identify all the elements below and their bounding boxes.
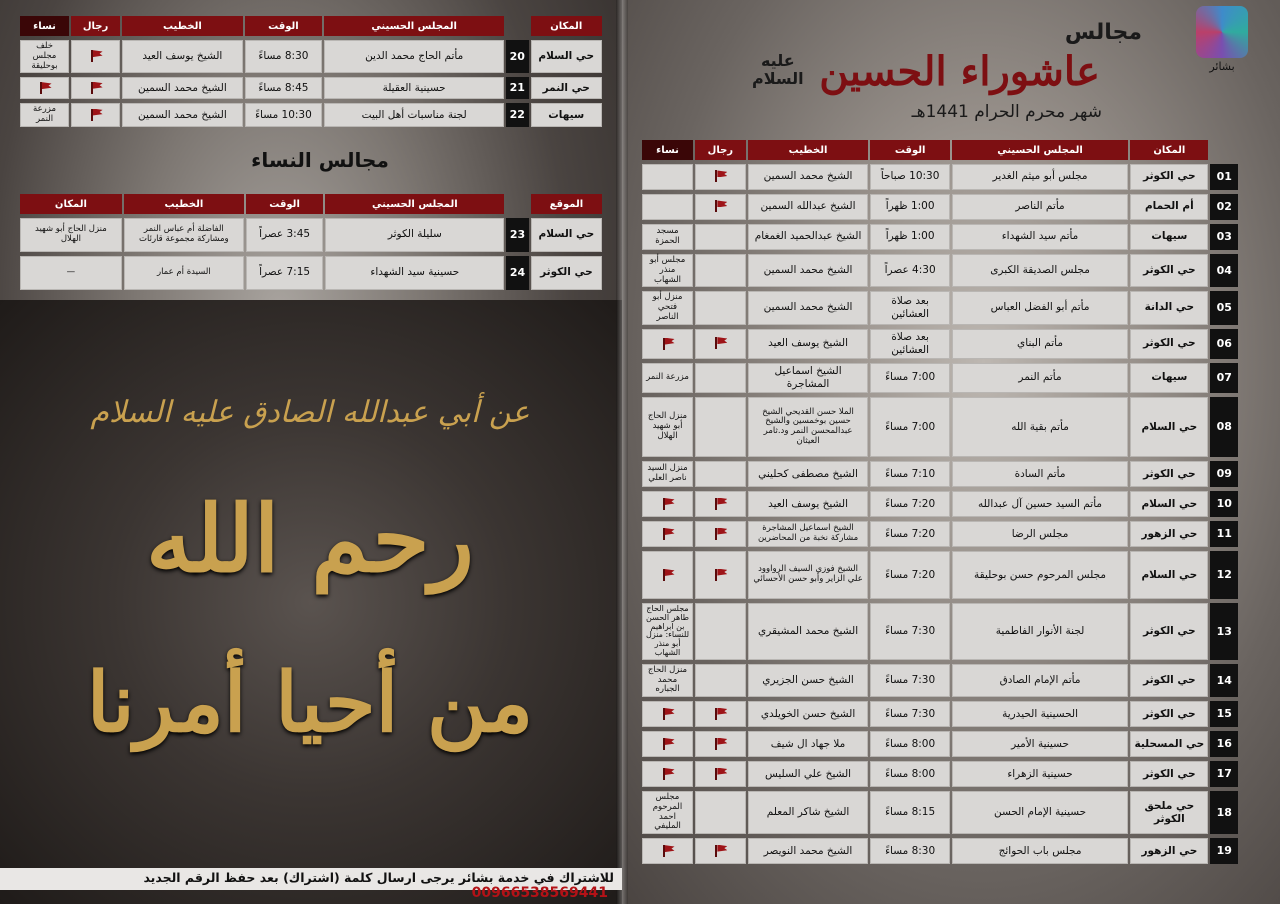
flag-icon [713,845,727,857]
cell-men [695,521,746,547]
cell-place: حي الكوثر [1130,761,1208,787]
cell-majlis: حسينية العقيلة [324,77,504,99]
cell-location: حي السلام [531,218,602,252]
cell-time: 8:30 مساءً [870,838,949,864]
cell-time: 7:20 مساءً [870,521,949,547]
cell-time: 7:30 مساءً [870,664,949,697]
cell-place: حي السلام [1130,551,1208,599]
flag-icon [661,338,675,350]
cell-women [642,164,693,190]
cell-majlis: حسينية سيد الشهداء [325,256,504,290]
row-number: 23 [506,218,528,252]
cell-men [695,329,746,359]
footer-text: للاشتراك في خدمة بشائر يرجى ارسال كلمة (اشتراك) بعد حفظ الرقم الجديد [143,870,614,885]
cell-majlis: لجنة مناسبات أهل البيت [324,103,504,127]
flag-icon [661,528,675,540]
th-place-3: المكان [20,194,122,214]
cell-men [71,77,120,99]
cell-majlis: مأتم النمر [952,363,1128,393]
table-row [642,194,1238,220]
cell-place: — [20,256,122,290]
cell-speaker: الشيخ محمد المشيقري [748,603,869,660]
flag-icon [661,708,675,720]
row-number: 17 [1210,761,1238,787]
cell-time: 7:00 مساءً [870,397,949,457]
title-block [722,20,1142,130]
page-title: عاشوراء الحسين [819,48,1100,95]
table-row [642,791,1238,834]
cell-majlis: مأتم السيد حسين آل عبدالله [952,491,1128,517]
cell-men [695,791,746,834]
row-number: 20 [506,40,528,73]
cell-women [642,194,693,220]
cell-majlis: مأتم الحاج محمد الدين [324,40,504,73]
cell-speaker: الشيخ حسن الخويلدي [748,701,869,727]
cell-men [695,291,746,324]
cell-women [642,491,693,517]
cell-men [695,224,746,250]
flag-icon [661,768,675,780]
cell-majlis: لجنة الأنوار الفاطمية [952,603,1128,660]
cell-men [695,194,746,220]
cell-time: 7:30 مساءً [870,603,949,660]
cell-women: خلف مجلس بوحليقة [20,40,69,73]
cell-place: حي الكوثر [1130,461,1208,487]
cell-place: حي الزهور [1130,521,1208,547]
cell-time: 7:15 عصراً [246,256,323,290]
cell-women [642,329,693,359]
schedule-body-main [642,164,1238,864]
th-speaker-3: الخطيب [124,194,244,214]
cell-men [695,461,746,487]
th-num-2 [506,16,528,36]
cell-time: 8:45 مساءً [245,77,323,99]
cell-speaker: السيدة أم عمار [124,256,244,290]
row-number: 05 [1210,291,1238,324]
cell-place: منزل الحاج أبو شهيد الهلال [20,218,122,252]
flag-icon [89,82,103,94]
cell-time: 7:20 مساءً [870,491,949,517]
cell-women [642,731,693,757]
cell-women: منزل الحاج أبو شهيد الهلال [642,397,693,457]
cell-place: حي المسحلية [1130,731,1208,757]
th-place-2: المكان [531,16,603,36]
cell-location: حي الكوثر [531,256,602,290]
cell-men [695,551,746,599]
cell-speaker: الشيخ عبدالله السمين [748,194,869,220]
cell-men [695,491,746,517]
cell-majlis: سليلة الكوثر [325,218,504,252]
cell-place: أم الحمام [1130,194,1208,220]
cell-men [695,664,746,697]
flag-icon [713,738,727,750]
table-row [20,103,602,127]
title-alayh-2: السلام [752,68,804,88]
cell-time: 8:00 مساءً [870,731,949,757]
cell-majlis: حسينية الأمير [952,731,1128,757]
table-row [642,551,1238,599]
row-number: 09 [1210,461,1238,487]
table-row [642,761,1238,787]
cell-men [71,40,120,73]
cell-speaker: ملا جهاد ال شيف [748,731,869,757]
flag-icon [713,768,727,780]
flag-icon [38,82,52,94]
row-number: 13 [1210,603,1238,660]
th-men: رجال [695,140,746,160]
cell-speaker: الفاضلة أم عباس النمر ومشاركة مجموعة قارئات [124,218,244,252]
row-number: 07 [1210,363,1238,393]
cell-majlis: مجلس باب الحوائج [952,838,1128,864]
cell-majlis: مأتم البناي [952,329,1128,359]
cell-men [695,603,746,660]
table-row [642,521,1238,547]
table-row [642,731,1238,757]
cell-majlis: حسينية الإمام الحسن [952,791,1128,834]
title-month: شهر محرم الحرام 1441هـ [911,102,1102,122]
flag-icon [713,498,727,510]
flag-icon [713,337,727,349]
cell-majlis: مأتم سيد الشهداء [952,224,1128,250]
th-speaker-2: الخطيب [122,16,243,36]
th-majlis-3: المجلس الحسيني [325,194,504,214]
cell-women: مجلس أبو منذر الشهاب [642,254,693,287]
cell-speaker: الشيخ عبدالحميد الغمغام [748,224,869,250]
table-row [642,603,1238,660]
row-number: 14 [1210,664,1238,697]
cell-place: سيهات [1130,363,1208,393]
cell-majlis: حسينية الزهراء [952,761,1128,787]
cell-time: 7:30 مساءً [870,701,949,727]
row-number: 12 [1210,551,1238,599]
th-time-3: الوقت [246,194,323,214]
cell-women [20,77,69,99]
row-number: 16 [1210,731,1238,757]
cell-speaker: الشيخ محمد السمين [748,254,869,287]
th-time-2: الوقت [245,16,323,36]
cell-women [642,701,693,727]
cell-majlis: مجلس أبو ميثم الغدير [952,164,1128,190]
cell-time: 3:45 عصراً [246,218,323,252]
flag-icon [661,738,675,750]
cell-majlis: مأتم السادة [952,461,1128,487]
cell-time: 4:30 عصراً [870,254,949,287]
calligraphy-arc-text: عن أبي عبدالله الصادق عليه السلام [90,395,530,430]
table-row [642,397,1238,457]
cell-majlis: مأتم الناصر [952,194,1128,220]
footer-phone[interactable]: 00966538569441 [471,885,608,901]
flag-icon [89,50,103,62]
flag-icon [713,708,727,720]
cell-men [71,103,120,127]
row-number: 15 [1210,701,1238,727]
cell-women [642,761,693,787]
table-row [642,491,1238,517]
cell-place: حي الكوثر [1130,164,1208,190]
cell-speaker: الشيخ شاكر المعلم [748,791,869,834]
calligraphy [10,375,610,805]
th-num [1210,140,1238,160]
cell-place: حي الكوثر [1130,254,1208,287]
cell-time: بعد صلاة العشائين [870,291,949,324]
cell-place: حي الكوثر [1130,701,1208,727]
calligraphy-line-2: من أحيا أمرنا [86,655,534,751]
cell-men [695,164,746,190]
table-row [20,218,602,252]
cell-speaker: الشيخ فوزي السيف الرواوود علي الزاير وأبو حسن الأحسائي [748,551,869,599]
flag-icon [713,528,727,540]
cell-speaker: الشيخ اسماعيل المشاجرة مشاركة نخبة من المحاضرين [748,521,869,547]
title-alayh-1: عليه [760,51,795,70]
calligraphy-line-1: رحم الله [146,485,474,593]
cell-men [695,254,746,287]
flag-icon [661,569,675,581]
table-row [642,701,1238,727]
subscription-footer [0,868,622,901]
cell-place: حي السلام [1130,491,1208,517]
cell-speaker: الشيخ يوسف العيد [748,329,869,359]
cell-men [695,761,746,787]
cell-women: منزل الحاج محمد الجباره [642,664,693,697]
women-section-title: مجالس النساء [251,148,389,172]
cell-majlis: مأتم أبو الفضل العباس [952,291,1128,324]
cell-speaker: الشيخ يوسف العيد [122,40,243,73]
th-women-2: نساء [20,16,69,36]
table-row [642,838,1238,864]
cell-place: حي الكوثر [1130,664,1208,697]
cell-speaker: الشيخ يوسف العيد [748,491,869,517]
cell-time: 8:15 مساءً [870,791,949,834]
cell-speaker: الشيخ محمد السمين [122,77,243,99]
row-number: 08 [1210,397,1238,457]
cell-time: 8:00 مساءً [870,761,949,787]
cell-speaker: الملا حسن القديحي الشيخ حسين بوخمسين والشيخ عبدالمحسن النمر ود.ثامر العيثان [748,397,869,457]
table-row [20,77,602,99]
cell-speaker: الشيخ حسن الجزيري [748,664,869,697]
cell-women [642,521,693,547]
cell-majlis: مجلس الرضا [952,521,1128,547]
row-number: 21 [506,77,528,99]
table-row [642,254,1238,287]
cell-men [695,731,746,757]
cell-speaker: الشيخ اسماعيل المشاجرة [748,363,869,393]
th-majlis-2: المجلس الحسيني [324,16,504,36]
cell-speaker: الشيخ محمد السمين [122,103,243,127]
row-number: 02 [1210,194,1238,220]
page-fold [616,0,628,904]
row-number: 19 [1210,838,1238,864]
cell-men [695,397,746,457]
cell-men [695,701,746,727]
th-women: نساء [642,140,693,160]
cell-majlis: مأتم الإمام الصادق [952,664,1128,697]
cell-time: 1:00 ظهراً [870,224,949,250]
cell-place: سيهات [531,103,603,127]
cell-majlis: مأتم بقية الله [952,397,1128,457]
table-row [642,224,1238,250]
schedule-table-continued [18,12,604,131]
row-number: 04 [1210,254,1238,287]
table-row [642,291,1238,324]
row-number: 01 [1210,164,1238,190]
flag-icon [89,109,103,121]
cell-place: حي الكوثر [1130,329,1208,359]
table-row [642,164,1238,190]
flag-icon [713,170,727,182]
th-speaker: الخطيب [748,140,869,160]
th-location: الموقع [531,194,602,214]
cell-time: 8:30 مساءً [245,40,323,73]
logo-mark-icon [1196,6,1248,58]
cell-place: حي الزهور [1130,838,1208,864]
th-men-2: رجال [71,16,120,36]
cell-time: بعد صلاة العشائين [870,329,949,359]
schedule-body-continued [20,40,602,127]
logo-caption: بشائر [1209,60,1235,73]
th-place: المكان [1130,140,1208,160]
cell-place: حي الدانة [1130,291,1208,324]
cell-speaker: الشيخ محمد النويصر [748,838,869,864]
title-alayh [752,52,804,87]
cell-speaker: الشيخ محمد السمين [748,164,869,190]
bashaer-logo [1192,6,1252,90]
cell-place: حي السلام [1130,397,1208,457]
cell-time: 10:30 مساءً [245,103,323,127]
cell-place: حي النمر [531,77,603,99]
row-number: 24 [506,256,528,290]
row-number: 10 [1210,491,1238,517]
row-number: 11 [1210,521,1238,547]
cell-speaker: الشيخ علي السليس [748,761,869,787]
cell-women: منزل أبو فتحي الناصر [642,291,693,324]
table-row [642,664,1238,697]
th-time: الوقت [870,140,949,160]
cell-majlis: مجلس الصديقة الكبرى [952,254,1128,287]
cell-women: مسجد الحمزة [642,224,693,250]
cell-women: منزل السيد ناصر العلي [642,461,693,487]
title-majalis: مجالس [1064,20,1142,45]
row-number: 22 [506,103,528,127]
cell-time: 10:30 صباحاً [870,164,949,190]
cell-women: مزرعة النمر [642,363,693,393]
cell-place: حي ملحق الكوثر [1130,791,1208,834]
cell-time: 7:00 مساءً [870,363,949,393]
cell-women [642,838,693,864]
flag-icon [661,498,675,510]
cell-speaker: الشيخ محمد السمين [748,291,869,324]
row-number: 06 [1210,329,1238,359]
cell-time: 7:10 مساءً [870,461,949,487]
flag-icon [713,569,727,581]
table-row [642,363,1238,393]
cell-men [695,363,746,393]
cell-women: مجلس الحاج طاهر الحسن بن ابراهيم للنساء: منزل أبو منذر الشهاب [642,603,693,660]
cell-time: 1:00 ظهراً [870,194,949,220]
flag-icon [713,200,727,212]
cell-men [695,838,746,864]
row-number: 18 [1210,791,1238,834]
table-row [642,461,1238,487]
cell-time: 7:20 مساءً [870,551,949,599]
th-num-3 [506,194,528,214]
cell-speaker: الشيخ مصطفى كحليني [748,461,869,487]
cell-place: سيهات [1130,224,1208,250]
flag-icon [661,845,675,857]
cell-women [642,551,693,599]
women-schedule-table [18,190,604,294]
cell-women: مجلس المرحوم احمد المليفي [642,791,693,834]
cell-majlis: مجلس المرحوم حسن بوحليقة [952,551,1128,599]
table-row [642,329,1238,359]
cell-place: حي الكوثر [1130,603,1208,660]
table-row [20,40,602,73]
cell-women: مزرعة النمر [20,103,69,127]
th-majlis: المجلس الحسيني [952,140,1128,160]
women-schedule-body [20,218,602,290]
cell-majlis: الحسينية الحيدرية [952,701,1128,727]
cell-place: حي السلام [531,40,603,73]
row-number: 03 [1210,224,1238,250]
table-row [20,256,602,290]
schedule-table-main [640,136,1240,868]
